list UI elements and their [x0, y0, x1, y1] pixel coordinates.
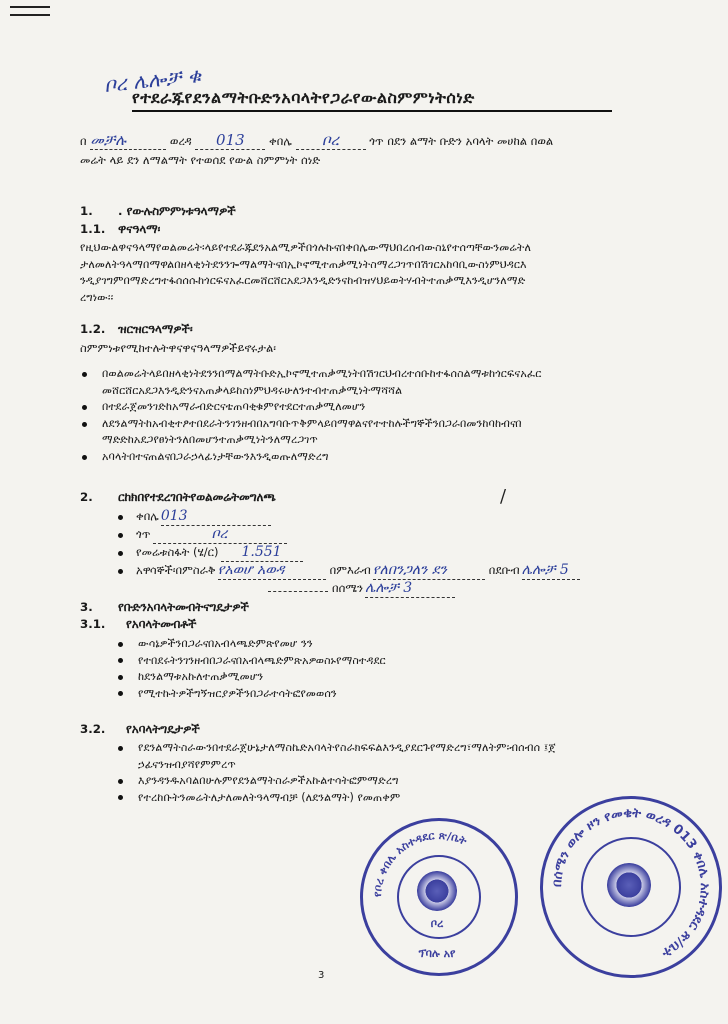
- list-item: አባላትበተናጠልናበጋራኃላፊነታቸውንእንዲወጡለማድረግ: [102, 449, 329, 463]
- section-3-heading: 3. የቡድንአባላትመብትናግዴታዎች: [80, 600, 249, 614]
- handwritten-kebele-name: መቻሉ: [90, 132, 126, 149]
- field-neighbors: አዋሳኞች፡በምስራቅ የአወሆ አወዳ በምእራብ የለበንጋለን ደን በደቡብ ሌሎቻ 5: [136, 562, 728, 580]
- member-duties-list: [118, 740, 588, 806]
- list-item: የተረከቡትንመሬትለታለመለትዓላማብቻ (ለደንልማት) የመጠቀም: [138, 790, 401, 804]
- intro-line-2: መሬት ላይ ደን ለማልማት የተወሰደ የውል ስምምነት ሰነድ: [80, 153, 321, 167]
- list-item: በወልመሬትላይበዘላቂነትደንንበማልማትቡድኢኮኖሚተጠቃሚነትበሽገርህብረተሰቡከተፋሰስልማቱከጎርፍናአፈር: [102, 367, 542, 380]
- field-kebele: ቀበሌ 013: [136, 508, 728, 526]
- member-rights-list: [118, 636, 638, 702]
- section-2-heading: 2. ርከክበየተደረገበትየወልመሬትመግለጫ: [80, 490, 276, 504]
- svg-text:የቦረ ቀበሌ አስተዳደር ጽ/ቤት: የቦረ ቀበሌ አስተዳደር ጽ/ቤት: [370, 828, 469, 898]
- emblem-icon: [417, 871, 457, 911]
- list-item: መሸርሸርአደጋእንዲድንናአጠቃላይከስነምህዳሩሁለንተብተጠቃሚነትማሻሻል: [102, 383, 403, 397]
- woreda-seal-stamp: [540, 796, 722, 978]
- emblem-icon: [607, 863, 651, 907]
- list-item: ውሳኔዎችንበጋራናበአብላጫድምጽየመሆ ንን: [138, 637, 313, 650]
- objectives-list: [82, 366, 662, 465]
- section-1-1-paragraph: የዚህውልዋናዓላማየወልመሬት፡ላይየተደራጁደንአልሚዎችበጎሉኩናበቀበሌውማህበረሰብውስኒየተሰጣቸውንመሬትለ ታለመለትዓላማበማዋልበዘላቂነትደንንጐማልማትናበኢኮኖሚተጠቃሚነትስማረጋገጥበሽገርአከባቢውስነምህዳርእ ንዲያገግምበማድረግተፋሰሰሱከጎርፍናአፈርመሸርሸርአደጋእንዲድንናከብዝሃህይወትሃብትተጠቃሚእንዲሆንለማድ ረግነው፡፡: [80, 241, 532, 304]
- section-1-2-heading: 1.2. ዝርዝርዓላማዎች፡: [80, 322, 193, 336]
- field-area: የመሬቱስፋት (ሄ/ር) 1.551: [136, 544, 728, 562]
- section-1-heading: 1. . የውሉስምምነቱዓላማዎች: [80, 204, 236, 218]
- page-number: 3: [318, 970, 325, 981]
- svg-text:በሰሜን ወሎ ዞን የመቄት ወረዳ 013 ቀበሌ አስ: በሰሜን ወሎ ዞን የመቄት ወረዳ 013 ቀበሌ አስተዳደር ጽ/ቤት: [549, 805, 713, 961]
- list-item: የሚተኩትዎችግኝዝርያዎችንበጋራተሳትፎየመወሰን: [138, 686, 337, 700]
- section-3-2-heading: 3.2. የአባላትግዴታዎች: [80, 722, 200, 736]
- kebele-seal-stamp: የቦረ ቀበሌ አስተዳደር ጽ/ቤት ቦረ ፕባሉ አየ: [360, 818, 518, 976]
- handwritten-header-note: ቦረ ሌሎቻ ቁ: [103, 62, 203, 98]
- section-1-1-heading: 1.1. ዋናዓላማ፡: [80, 222, 161, 236]
- land-description-fields: [118, 508, 728, 598]
- handwritten-woreda: 013: [216, 132, 245, 149]
- list-item: እያንዳንዱአባልበሁሉምየደንልማትስራዎችአኩልተሳትፎምማድረግ: [138, 774, 399, 787]
- corner-marks: [10, 6, 50, 22]
- intro-line-1: በ መቻሉ ወረዳ 013 ቀበሌ ቦረ ጎጥ በደን ልማት ቡድን አባላት መሀከል በወል: [80, 132, 554, 149]
- section-3-1-heading: 3.1. የአባላትመብቶች: [80, 617, 197, 631]
- list-item: ኃፊናንዝብያሻየምምረጥ: [138, 757, 236, 771]
- list-item: ከደንልማቱአኩለተጠቃሚመሆን: [138, 670, 264, 683]
- list-item: ማድድከአደጋየፀነትንለበመሆንተጠቃሚነትንለማረጋገጥ: [102, 433, 318, 446]
- document-title: የተደራጁየደንልማትቡድንአባላትየጋራየውልስምምነትሰነድ: [132, 88, 612, 112]
- list-item: ለደንልማትከአብቂተፆተበደራትንገንዘብበአግባቡጥቅምላይበማዋልናየተተከሉችግኞችንበጋራበመንከባከብናበ: [102, 416, 522, 430]
- field-got: ጎጥ ቦረ: [136, 526, 728, 544]
- section-1-2-intro: ስምምነቱየሚከተሉትዋናዋናዓላማዎችይኖሩታል፡: [80, 341, 276, 355]
- field-north: በሰሜን ሌሎቻ 3: [268, 580, 728, 598]
- handwritten-got: ቦረ: [322, 132, 340, 149]
- list-item: የተበደሩትንገንዘብበጋራናበአብላጫድምጽአዎወስኑየማስተዳደር: [138, 653, 386, 667]
- pen-tick-mark: /: [500, 486, 507, 507]
- list-item: የደንልማትስራውንበተደራጀሁኔታለማስኬድአባላትየስራክፍፍልእንዲያደርጉየማድረግ፣ማለትም፡ብሰብሰ ፤ጀ: [138, 741, 556, 754]
- list-item: በተደራጀመንገድከአማራብድርናቴጠባቂቁምየተደርተጠቃሚለመሆን: [102, 400, 366, 413]
